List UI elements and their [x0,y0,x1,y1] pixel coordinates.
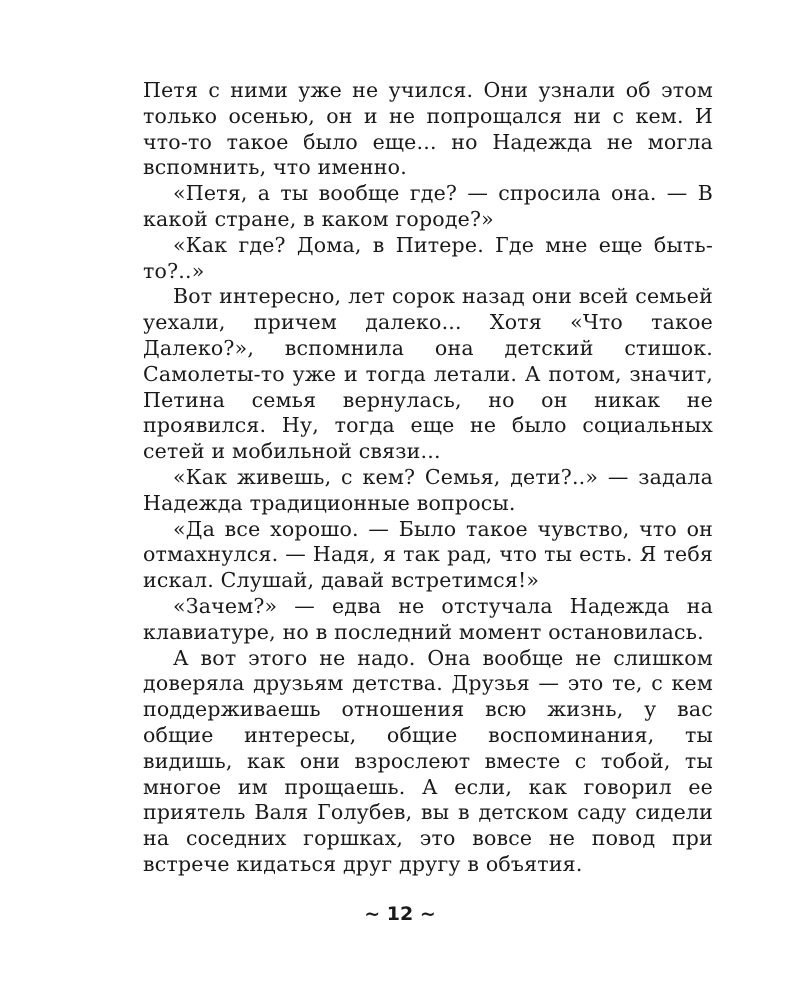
paragraph-4: Вот интересно, лет сорок назад они всей семьей уехали, причем далеко... Хотя «Что такое Далеко?», вспомнила она детский стишок. Самолеты-то уже и тогда летали. А потом, значит, Петина семья вернулась, но он никак не проявился. Ну, тогда еще не было социальных сетей и мобильной связи... [143,284,713,464]
page-body-text [143,78,713,878]
paragraph-8: А вот этого не надо. Она вообще не слишком доверяла друзьям детства. Друзья — это те, с кем поддерживаешь отношения всю жизнь, у вас общие интересы, общие воспоминания, ты видишь, как они взрослеют вместе с тобой, ты многое им прощаешь. А если, как говорил ее приятель Валя Голубев, вы в детском саду сидели на соседних горшках, это вовсе не повод при встрече кидаться друг другу в объятия. [143,645,713,876]
paragraph-1: Петя с ними уже не учился. Они узнали об этом только осенью, он и не попрощался ни с кем. И что-то такое было еще... но Надежда не могла вспомнить, что именно. [143,78,713,180]
paragraph-2: «Петя, а ты вообще где? — спросила она. — В какой стране, в каком городе?» [143,181,713,231]
paragraph-7: «Зачем?» — едва не отстучала Надежда на клавиатуре, но в последний момент остановилась. [143,593,713,644]
paragraph-3: «Как где? Дома, в Питере. Где мне еще быть-то?..» [143,232,713,283]
paragraph-6: «Да все хорошо. — Было такое чувство, что он отмахнулся. — Надя, я так рад, что ты есть. Я тебя искал. Слушай, давай встретимся!» [143,516,713,593]
page-number: ~ 12 ~ [364,903,436,925]
paragraph-5: «Как живешь, с кем? Семья, дети?..» — задала Надежда традиционные вопросы. [143,464,713,515]
